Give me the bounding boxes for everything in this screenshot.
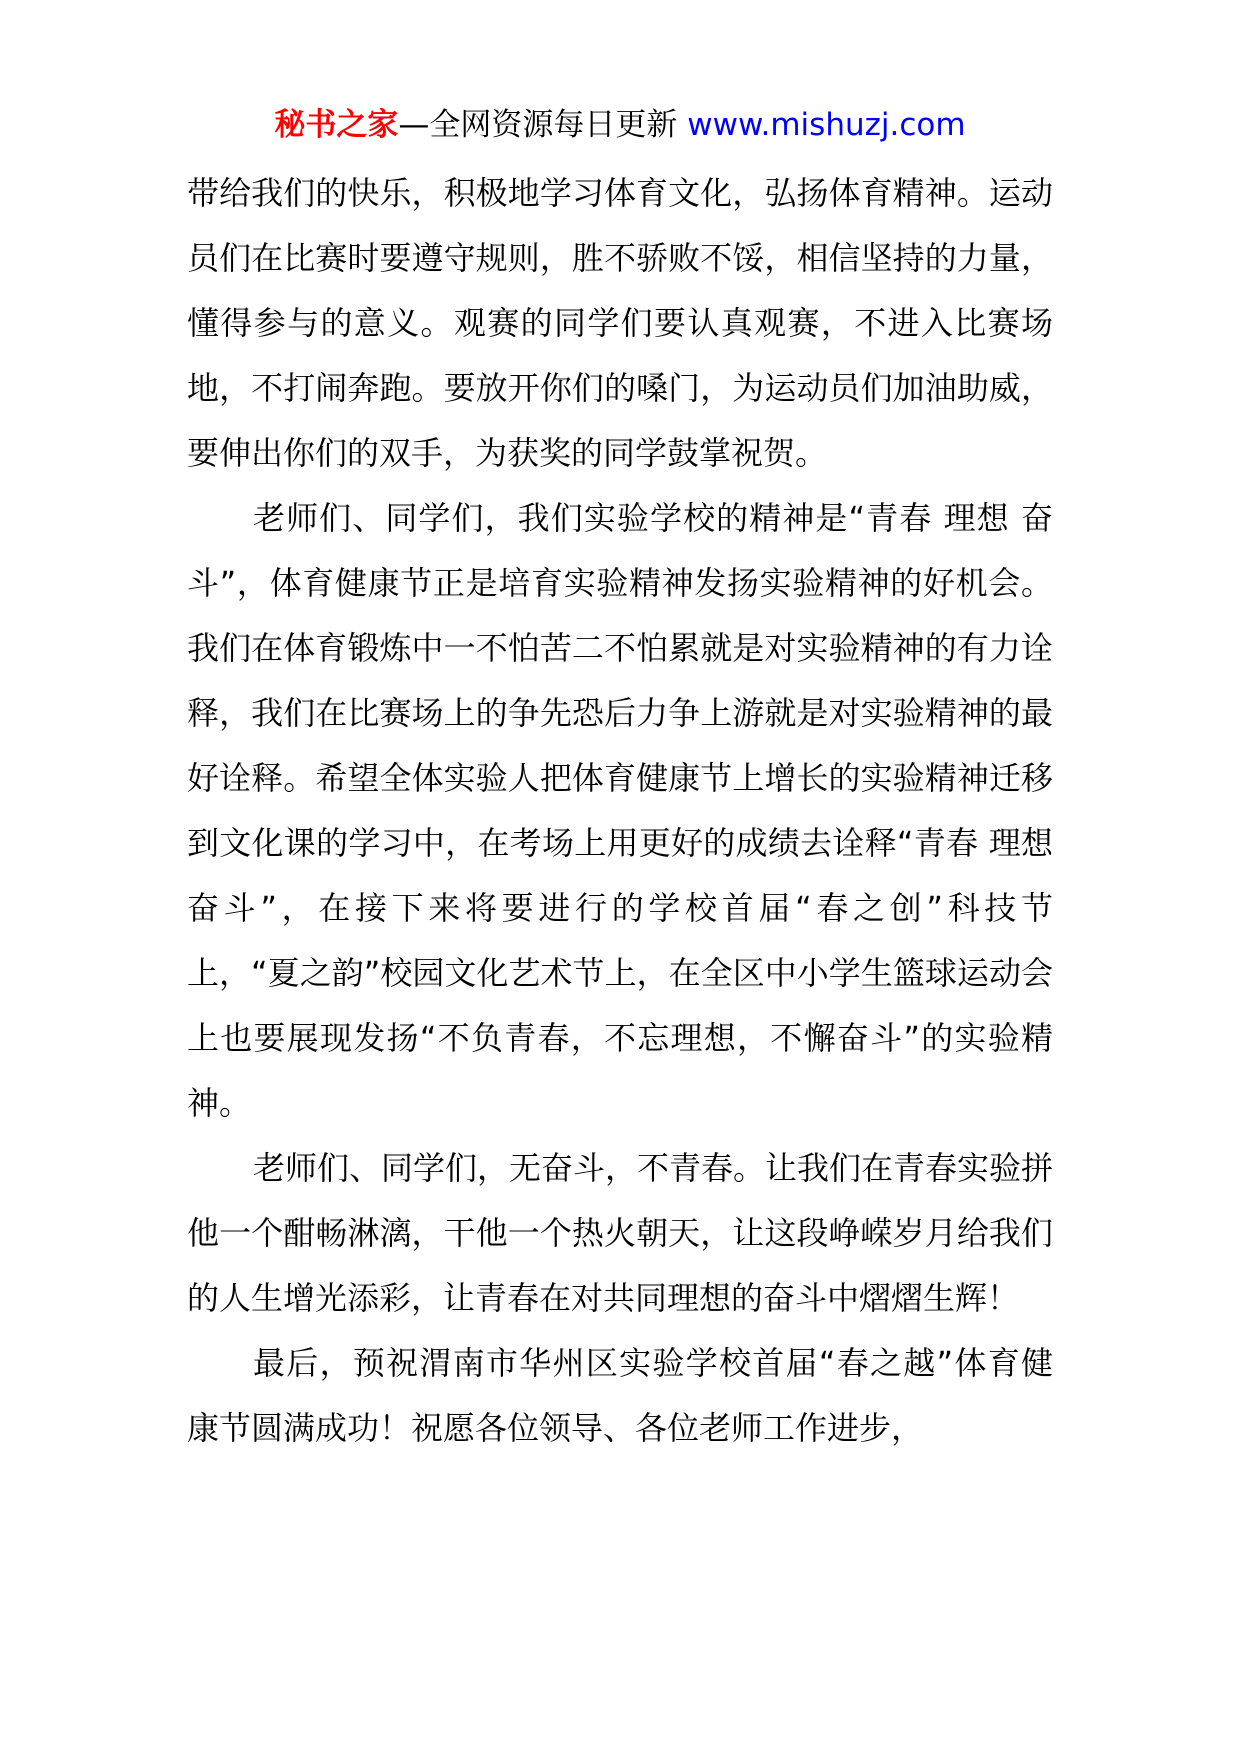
brand-name: 秘书之家 <box>274 107 399 143</box>
paragraph-1: 带给我们的快乐，积极地学习体育文化，弘扬体育精神。运动员们在比赛时要遵守规则，胜不骄败不馁，相信坚持的力量，懂得参与的意义。观赛的同学们要认真观赛，不进入比赛场地，不打闹奔跑。要放开你们的嗓门，为运动员们加油助威，要伸出你们的双手，为获奖的同学鼓掌祝贺。 <box>187 174 1053 472</box>
page-header <box>0 100 1240 150</box>
document-body <box>187 161 1053 1461</box>
paragraph-2: 老师们、同学们，我们实验学校的精神是“青春 理想 奋斗”，体育健康节正是培育实验精神发扬实验精神的好机会。我们在体育锻炼中一不怕苦二不怕累就是对实验精神的有力诠释，我们在比赛场上的争先恐后力争上游就是对实验精神的最好诠释。希望全体实验人把体育健康节上增长的实验精神迁移到文化课的学习中，在考场上用更好的成绩去诠释“青春 理想 奋斗”，在接下来将要进行的学校首届“春之创”科技节上，“夏之韵”校园文化艺术节上，在全区中小学生篮球运动会上也要展现发扬“不负青春，不忘理想，不懈奋斗”的实验精神。 <box>187 499 1053 1122</box>
website-url[interactable]: www.mishuzj.com <box>687 107 966 143</box>
paragraph-4: 最后，预祝渭南市华州区实验学校首届“春之越”体育健康节圆满成功！祝愿各位领导、各位老师工作进步， <box>187 1344 1053 1447</box>
paragraph-3: 老师们、同学们，无奋斗，不青春。让我们在青春实验拼他一个酣畅淋漓，干他一个热火朝天，让这段峥嵘岁月给我们的人生增光添彩，让青春在对共同理想的奋斗中熠熠生辉！ <box>187 1149 1054 1317</box>
header-slogan: —全网资源每日更新 <box>398 107 688 143</box>
